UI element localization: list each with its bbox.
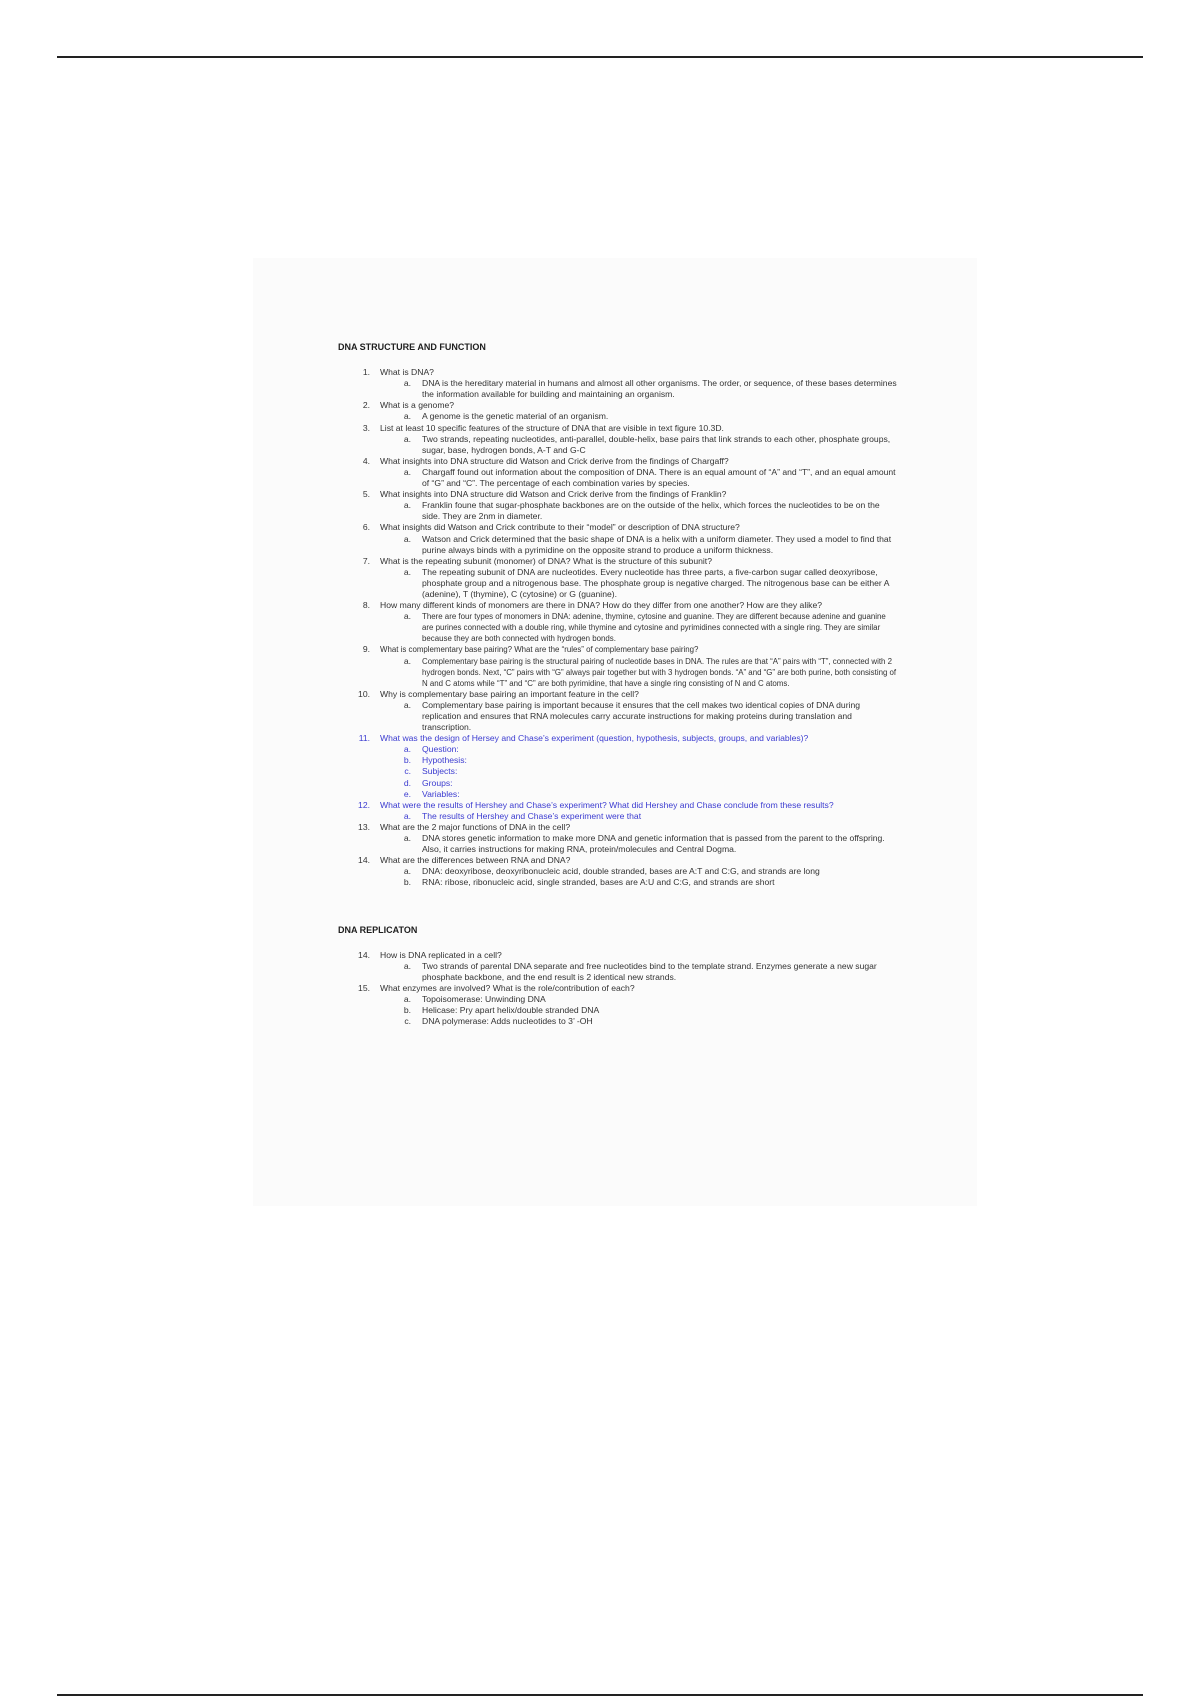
- answer-letter: c.: [404, 1016, 411, 1027]
- answer-letter: a.: [403, 810, 411, 821]
- answer-letter: a.: [403, 433, 411, 444]
- answer-item: [380, 411, 898, 422]
- answer-letter: a.: [403, 466, 411, 477]
- answer-text: Hypothesis:: [422, 755, 467, 766]
- question-item: [338, 733, 898, 744]
- answer-letter: b.: [403, 1005, 411, 1016]
- question-text: What is the repeating subunit (monomer) of DNA? What is the structure of this subunit?: [380, 555, 712, 566]
- answer-letter: a.: [403, 655, 411, 666]
- answer-item: [380, 755, 898, 766]
- question-text: What enzymes are involved? What is the role/contribution of each?: [380, 982, 635, 993]
- answer-letter: e.: [403, 788, 411, 799]
- section-title: DNA STRUCTURE AND FUNCTION: [338, 342, 486, 352]
- answer-item: [380, 567, 898, 600]
- question-text: What is complementary base pairing? What are the “rules” of complementary base pairing?: [380, 645, 699, 655]
- question-number: 4.: [362, 455, 370, 466]
- answer-item: [380, 611, 898, 644]
- answer-text: DNA is the hereditary material in humans and almost all other organisms. The order, or sequence, of these bases determines the information available for building and maintaining an organism.: [422, 378, 897, 400]
- answer-text: Franklin foune that sugar-phosphate backbones are on the outside of the helix, which forces the nucleotides to be on the side. They are 2nm in diameter.: [422, 500, 880, 522]
- question-item: [338, 367, 898, 378]
- answer-letter: b.: [403, 755, 411, 766]
- answer-text: DNA polymerase: Adds nucleotides to 3’ -OH: [422, 1016, 593, 1027]
- question-text: What insights into DNA structure did Watson and Crick derive from the findings of Chargaff?: [380, 455, 729, 466]
- question-item: [338, 644, 898, 655]
- question-item: [338, 423, 898, 434]
- question-text: What were the results of Hershey and Chase’s experiment? What did Hershey and Chase conclude from these results?: [380, 799, 834, 810]
- answer-item: [380, 994, 898, 1005]
- answer-letter: a.: [403, 960, 411, 971]
- question-text: What are the 2 major functions of DNA in the cell?: [380, 821, 571, 832]
- question-item: [338, 600, 898, 611]
- answer-text: Chargaff found out information about the composition of DNA. There is an equal amount of “A” and “T”, and an equal amount of “G” and “C”. The percentage of each combination varies by species.: [422, 466, 896, 489]
- answer-item: [380, 656, 898, 689]
- answer-letter: b.: [403, 877, 411, 888]
- question-number: 14.: [358, 855, 370, 866]
- answer-letter: a.: [403, 378, 411, 389]
- answer-text: Watson and Crick determined that the basic shape of DNA is a helix with a uniform diameter. They used a model to find that purine always binds with a pyrimidine on the opposite strand to produce a uniform thickness.: [422, 533, 892, 555]
- question-item: [338, 400, 898, 411]
- question-number: 2.: [362, 400, 370, 411]
- question-item: [338, 556, 898, 567]
- answer-item: [380, 378, 898, 400]
- question-number: 9.: [362, 644, 370, 655]
- answer-text: Helicase: Pry apart helix/double stranded DNA: [422, 1005, 600, 1016]
- answer-text: Two strands, repeating nucleotides, anti-parallel, double-helix, base pairs that link strands to each other, phosphate groups, sugar, base, hydrogen bonds, A-T and G-C: [422, 433, 891, 455]
- answer-item: [380, 1016, 898, 1027]
- question-text: List at least 10 specific features of the structure of DNA that are visible in text figure 10.3D.: [380, 422, 724, 433]
- answer-letter: a.: [403, 411, 411, 422]
- question-text: What is DNA?: [380, 367, 434, 378]
- answer-letter: d.: [403, 777, 411, 788]
- answer-letter: a.: [403, 500, 411, 511]
- answer-text: RNA: ribose, ribonucleic acid, single stranded, bases are A:U and C:G, and strands are short: [422, 877, 775, 888]
- answer-text: DNA stores genetic information to make more DNA and genetic information that is passed from the parent to the offspring. Also, it carries instructions for making RNA, protein/molecules and Central Dogma.: [422, 833, 885, 855]
- answer-letter: a.: [403, 533, 411, 544]
- question-text: How is DNA replicated in a cell?: [380, 949, 502, 960]
- answer-item: [380, 534, 898, 556]
- answer-item: [380, 789, 898, 800]
- answer-letter: a.: [403, 744, 411, 755]
- question-item: [338, 855, 898, 866]
- question-text: What is a genome?: [380, 400, 455, 411]
- answer-item: [380, 811, 898, 822]
- answer-item: [380, 833, 898, 855]
- question-number: 12.: [358, 799, 370, 810]
- question-number: 3.: [362, 422, 370, 433]
- question-item: [338, 822, 898, 833]
- answer-item: [380, 961, 898, 983]
- answer-text: There are four types of monomers in DNA: adenine, thymine, cytosine and guanine. They are different because adenine and guanine are purines connected with a double ring, while thymine and cytosine and pyrimidines connected with a single ring. They are similar because they are both connected with hydrogen bonds.: [422, 612, 886, 644]
- question-item: [338, 983, 898, 994]
- answer-letter: a.: [403, 566, 411, 577]
- question-text: What are the differences between RNA and DNA?: [380, 855, 571, 866]
- answer-item: [380, 766, 898, 777]
- question-text: What insights into DNA structure did Watson and Crick derive from the findings of Franklin?: [380, 489, 727, 500]
- answer-letter: a.: [403, 699, 411, 710]
- question-item: [338, 489, 898, 500]
- question-number: 6.: [362, 522, 370, 533]
- question-number: 7.: [362, 555, 370, 566]
- answer-item: [380, 744, 898, 755]
- answer-item: [380, 434, 898, 456]
- answer-text: Complementary base pairing is the structural pairing of nucleotide bases in DNA. The rules are that “A” pairs with “T”, connected with 2 hydrogen bonds. Next, “C” pairs with “G” always pair together but with 3 hydrogen bonds. “A” and “G” are both purine, both consisting of N and C atoms while “T” and “C” are both pyrimidine, that have a single ring consisting of N and C atoms.: [422, 656, 897, 688]
- answer-item: [380, 467, 898, 489]
- answer-item: [380, 778, 898, 789]
- question-text: How many different kinds of monomers are there in DNA? How do they differ from one another? How are they alike?: [380, 600, 823, 611]
- answer-item: [380, 866, 898, 877]
- question-item: [338, 800, 898, 811]
- answer-text: A genome is the genetic material of an organism.: [422, 411, 609, 422]
- answer-letter: a.: [403, 866, 411, 877]
- answer-text: Question:: [422, 744, 459, 755]
- question-text: Why is complementary base pairing an important feature in the cell?: [380, 688, 639, 699]
- question-item: [338, 522, 898, 533]
- answer-letter: c.: [404, 766, 411, 777]
- answer-item: [380, 877, 898, 888]
- question-number: 1.: [362, 367, 370, 378]
- answer-text: Variables:: [422, 788, 460, 799]
- bottom-rule: [57, 1694, 1143, 1696]
- answer-text: DNA: deoxyribose, deoxyribonucleic acid, double stranded, bases are A:T and C:G, and strands are long: [422, 866, 820, 877]
- question-number: 8.: [362, 600, 370, 611]
- answer-text: Subjects:: [422, 766, 458, 777]
- question-text: What insights did Watson and Crick contribute to their “model” or description of DNA structure?: [380, 522, 740, 533]
- section-title: DNA REPLICATON: [338, 924, 418, 935]
- answer-text: Complementary base pairing is important because it ensures that the cell makes two identical copies of DNA during replication and ensures that RNA molecules carry accurate instructions for making proteins during translation and transcription.: [422, 699, 861, 733]
- question-item: [338, 456, 898, 467]
- answer-text: Two strands of parental DNA separate and free nucleotides bind to the template strand. Enzymes generate a new sugar phosphate backbone, and the end result is 2 identical new strands.: [422, 960, 877, 982]
- question-item: [338, 950, 898, 961]
- answer-text: Topoisomerase: Unwinding DNA: [422, 993, 546, 1004]
- question-item: [338, 689, 898, 700]
- question-number: 5.: [362, 489, 370, 500]
- worksheet-content: [338, 342, 898, 1027]
- answer-text: The repeating subunit of DNA are nucleotides. Every nucleotide has three parts, a five-carbon sugar called deoxyribose, phosphate group and a nitrogenous base. The phosphate group is negative charged. The nitrogenous base can be either A (adenine), T (thymine), C (cytosine) or G (guanine).: [422, 566, 889, 599]
- answer-letter: a.: [403, 611, 411, 622]
- answer-text: Groups:: [422, 777, 453, 788]
- answer-item: [380, 500, 898, 522]
- answer-text: The results of Hershey and Chase’s experiment were that: [422, 810, 642, 821]
- answer-item: [380, 1005, 898, 1016]
- answer-letter: a.: [403, 993, 411, 1004]
- answer-letter: a.: [403, 833, 411, 844]
- answer-item: [380, 700, 898, 733]
- question-number: 14.: [358, 949, 370, 960]
- question-number: 13.: [358, 821, 370, 832]
- question-number: 15.: [358, 982, 370, 993]
- top-rule: [57, 56, 1143, 58]
- question-number: 11.: [358, 733, 370, 744]
- question-number: 10.: [358, 688, 370, 699]
- question-text: What was the design of Hersey and Chase’s experiment (question, hypothesis, subjects, groups, and variables)?: [380, 733, 809, 744]
